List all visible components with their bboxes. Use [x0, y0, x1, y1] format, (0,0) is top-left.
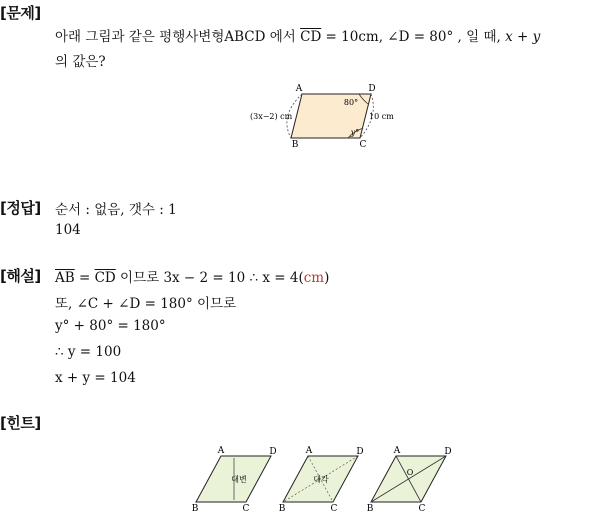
hint2-vertex-d: D — [356, 447, 364, 457]
angle-b-variable: y° — [350, 128, 360, 137]
hint1-vertex-a: A — [217, 446, 225, 456]
parallelogram-figure — [245, 82, 405, 152]
hint1-text: 대변 — [231, 475, 247, 484]
solution-close-paren: ) — [324, 270, 330, 286]
solution-eq: = — [74, 270, 95, 286]
solution-step-3: y° + 80° = 180° — [55, 318, 166, 334]
hint2-vertex-b: B — [278, 504, 286, 514]
answer-label: [정답] — [0, 199, 41, 217]
hint1-vertex-b: B — [191, 504, 199, 514]
problem-text-line1 — [55, 25, 540, 45]
hint2-vertex-c: C — [330, 504, 338, 514]
problem-variable-expression: x + y — [505, 29, 541, 45]
segment-cd: $\overline{CD}$ — [300, 29, 322, 45]
hint2-vertex-a: A — [305, 446, 313, 456]
answer-meta: 순서 : 없음, 갯수 : 1 — [55, 202, 177, 218]
problem-text-line2: 의 값은? — [55, 54, 106, 70]
answer-value: 104 — [55, 222, 81, 238]
solution-step-4: ∴ y = 100 — [55, 344, 122, 360]
vertex-a-label: A — [295, 84, 303, 94]
side-ab-label: (3x−2) cm — [250, 112, 293, 121]
hint-label: [힌트] — [0, 414, 41, 432]
hint3-vertex-a: A — [393, 446, 401, 456]
solution-step-1-text: 이므로 3x − 2 = 10 ∴ x = 4( — [115, 270, 304, 286]
solution-step-5: x + y = 104 — [55, 370, 136, 386]
vertex-b-label: B — [291, 140, 299, 150]
hint-figures — [188, 444, 478, 514]
segment-cd-solution: $\overline{CD}$ — [94, 270, 116, 286]
vertex-c-label: C — [359, 140, 367, 150]
hint3-vertex-b: B — [366, 504, 374, 514]
problem-text-mid: = 10cm, ∠D = 80° , 일 때, — [321, 29, 506, 45]
vertex-d-label: D — [368, 84, 376, 94]
hint1-vertex-c: C — [242, 504, 250, 514]
angle-d-label: 80° — [343, 98, 359, 107]
hint1-vertex-d: D — [269, 447, 277, 457]
hint2-text: 대각 — [313, 475, 329, 484]
hint3-center-o: O — [406, 468, 414, 477]
hint-figure-opposite-angles — [279, 446, 364, 514]
segment-ab: $\overline{AB}$ — [55, 270, 75, 286]
hint3-vertex-c: C — [418, 504, 426, 514]
side-cd-label: 10 cm — [369, 112, 394, 121]
hint-figure-opposite-sides — [192, 446, 277, 514]
hint3-vertex-d: D — [444, 447, 452, 457]
problem-text-pre: 아래 그림과 같은 평행사변형ABCD 에서 — [55, 29, 301, 45]
solution-label: [해설] — [0, 267, 41, 285]
hint-figure-diagonals — [367, 446, 452, 514]
solution-step-1 — [55, 266, 329, 286]
solution-step-2: 또, ∠C + ∠D = 180° 이므로 — [55, 296, 237, 312]
solution-unit: cm — [303, 270, 325, 286]
problem-label: [문제] — [0, 4, 41, 22]
